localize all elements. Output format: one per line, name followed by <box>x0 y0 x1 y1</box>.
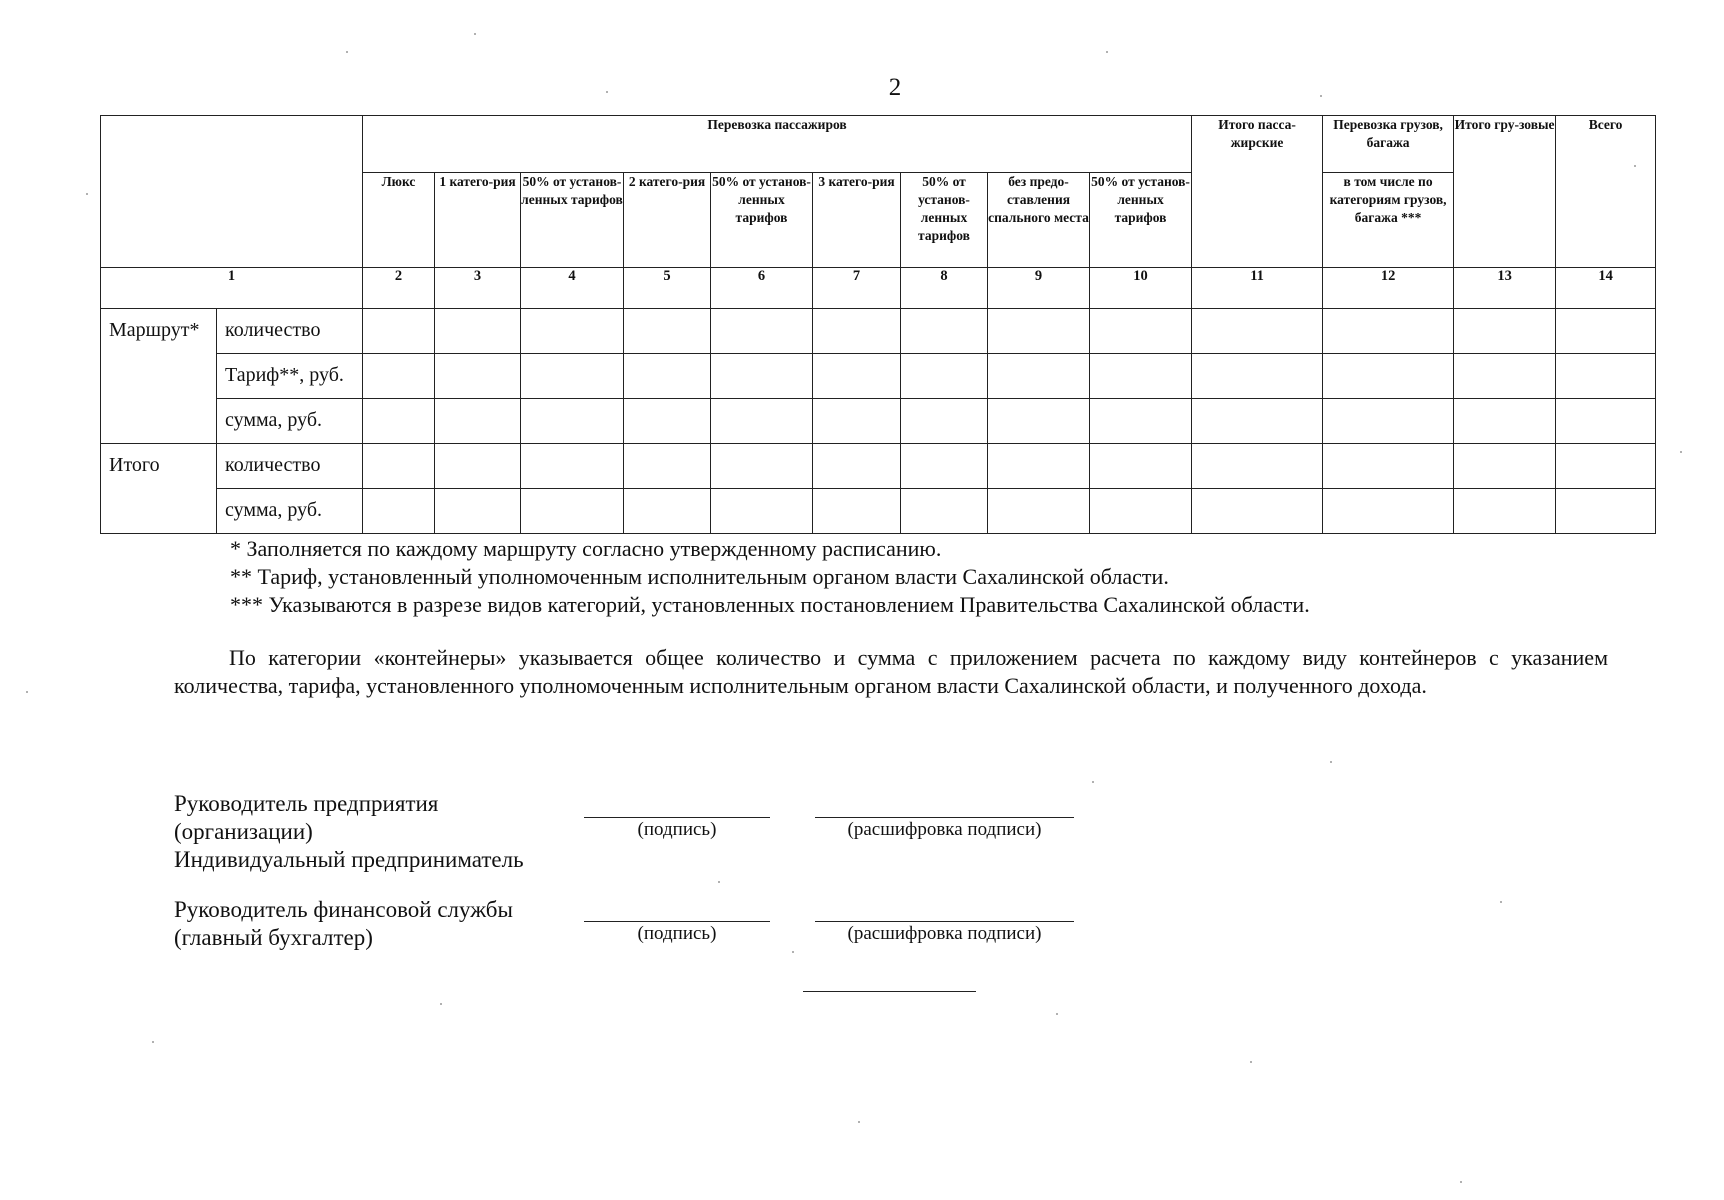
scan-speck <box>1250 1061 1252 1063</box>
table-cell[interactable] <box>988 444 1090 489</box>
column-number: 11 <box>1192 268 1323 309</box>
table-cell[interactable] <box>624 354 711 399</box>
row-label-cell <box>217 399 363 444</box>
head-label-line1: Руководитель предприятия <box>174 791 439 816</box>
table-cell[interactable] <box>1323 309 1454 354</box>
head-label-line2: (организации) <box>174 819 313 844</box>
sub-header-cat1-half: 50% от установ-ленных тарифов <box>521 173 624 268</box>
column-number: 9 <box>988 268 1090 309</box>
table-cell[interactable] <box>435 399 521 444</box>
report-table <box>100 115 1656 534</box>
grand-total-header: Всего <box>1556 116 1656 268</box>
scan-speck <box>86 193 88 195</box>
table-cell[interactable] <box>1192 354 1323 399</box>
column-number: 2 <box>363 268 435 309</box>
table-cell[interactable] <box>1090 399 1192 444</box>
scan-speck <box>440 1003 442 1005</box>
table-cell[interactable] <box>711 444 813 489</box>
table-cell[interactable] <box>901 444 988 489</box>
scan-speck <box>152 1041 154 1043</box>
table-cell[interactable] <box>1454 444 1556 489</box>
table-cell[interactable] <box>363 399 435 444</box>
table-cell[interactable] <box>1454 399 1556 444</box>
scan-speck <box>1056 1013 1058 1015</box>
table-cell[interactable] <box>813 309 901 354</box>
column-number: 6 <box>711 268 813 309</box>
table-cell[interactable] <box>711 309 813 354</box>
table-cell[interactable] <box>1323 354 1454 399</box>
row-label-cell <box>217 489 363 534</box>
scan-speck <box>606 91 608 93</box>
finance-label-line1: Руководитель финансовой службы <box>174 897 513 922</box>
column-number: 12 <box>1323 268 1454 309</box>
table-cell[interactable] <box>363 354 435 399</box>
table-cell[interactable] <box>988 309 1090 354</box>
table-cell[interactable] <box>624 309 711 354</box>
sub-header-cat2-half: 50% от установ-ленных тарифов <box>711 173 813 268</box>
finance-decoding-caption: (расшифровка подписи) <box>847 923 1042 944</box>
sub-header-no-berth-half: 50% от установ-ленных тарифов <box>1090 173 1192 268</box>
route-sum-label: сумма, руб. <box>225 409 323 431</box>
table-cell[interactable] <box>901 489 988 534</box>
total-qty-label: количество <box>225 454 321 476</box>
column-number: 7 <box>813 268 901 309</box>
blank-header-cell <box>101 116 363 268</box>
scan-speck <box>718 881 720 883</box>
footnote-1: * Заполняется по каждому маршруту согласно утвержденному расписанию. <box>230 536 942 561</box>
table-cell[interactable] <box>1090 489 1192 534</box>
total-cargo-header: Итого гру-зовые <box>1454 116 1556 268</box>
cargo-header: Перевозка грузов, багажа <box>1323 116 1454 173</box>
table-cell[interactable] <box>435 489 521 534</box>
table-cell[interactable] <box>901 354 988 399</box>
table-cell[interactable] <box>813 489 901 534</box>
total-sum-label: сумма, руб. <box>225 499 323 521</box>
scan-speck <box>1500 901 1502 903</box>
table-cell[interactable] <box>988 489 1090 534</box>
route-label: Маршрут* <box>109 319 200 341</box>
sub-header-lux: Люкс <box>363 173 435 268</box>
table-cell[interactable] <box>1192 399 1323 444</box>
table-cell[interactable] <box>711 489 813 534</box>
table-row <box>101 309 1656 354</box>
table-cell[interactable] <box>1192 489 1323 534</box>
finance-decoding-line[interactable] <box>815 921 1074 922</box>
scan-speck <box>858 1121 860 1123</box>
scan-speck <box>1106 51 1108 53</box>
table-cell[interactable] <box>435 309 521 354</box>
page-number: 2 <box>888 74 902 101</box>
table-cell[interactable] <box>435 444 521 489</box>
table-cell[interactable] <box>1192 309 1323 354</box>
total-passenger-header: Итого пасса-жирские <box>1192 116 1323 268</box>
head-label-line3: Индивидуальный предприниматель <box>174 847 524 872</box>
row-group-total <box>101 444 217 534</box>
column-number: 13 <box>1454 268 1556 309</box>
table-cell[interactable] <box>1090 354 1192 399</box>
table-row <box>101 354 1656 399</box>
table-cell[interactable] <box>521 489 624 534</box>
total-label: Итого <box>109 454 160 476</box>
column-number: 3 <box>435 268 521 309</box>
table-cell[interactable] <box>624 399 711 444</box>
table-cell[interactable] <box>1556 489 1656 534</box>
table-cell[interactable] <box>813 444 901 489</box>
footnote-2: ** Тариф, установленный уполномоченным исполнительным органом власти Сахалинской области. <box>230 564 1169 589</box>
column-number: 10 <box>1090 268 1192 309</box>
table-cell[interactable] <box>1556 399 1656 444</box>
sub-header-no-berth: без предо-ставления спального места <box>988 173 1090 268</box>
table-cell[interactable] <box>901 399 988 444</box>
table-cell[interactable] <box>1323 399 1454 444</box>
table-cell[interactable] <box>813 354 901 399</box>
table-row <box>101 444 1656 489</box>
table-cell[interactable] <box>711 399 813 444</box>
table-cell[interactable] <box>988 354 1090 399</box>
head-signature-caption: (подпись) <box>637 819 717 840</box>
scan-speck <box>792 951 794 953</box>
table-cell[interactable] <box>624 444 711 489</box>
table-cell[interactable] <box>1556 354 1656 399</box>
sub-header-cat3: 3 катего-рия <box>813 173 901 268</box>
row-group-route <box>101 309 217 444</box>
table-cell[interactable] <box>1323 489 1454 534</box>
table-row <box>101 399 1656 444</box>
finance-signature-caption: (подпись) <box>637 923 717 944</box>
scan-speck <box>1634 165 1636 167</box>
row-label-cell <box>217 444 363 489</box>
footnote-3: *** Указываются в разрезе видов категорий, установленных постановлением Правительства Сахалинской области. <box>230 592 1310 617</box>
scan-speck <box>1680 451 1682 453</box>
table-cell[interactable] <box>901 309 988 354</box>
table-cell[interactable] <box>1556 309 1656 354</box>
scan-speck <box>346 51 348 53</box>
table-row <box>101 489 1656 534</box>
table-cell[interactable] <box>1454 354 1556 399</box>
table-cell[interactable] <box>1192 444 1323 489</box>
table-cell[interactable] <box>711 354 813 399</box>
finance-label-line2: (главный бухгалтер) <box>174 925 373 950</box>
table-cell[interactable] <box>624 489 711 534</box>
sub-header-cat3-half: 50% от установ-ленных тарифов <box>901 173 988 268</box>
table-cell[interactable] <box>1323 444 1454 489</box>
containers-paragraph: По категории «контейнеры» указывается общее количество и сумма с приложением расчета по каждому виду контейнеров с указанием количества, тарифа, установленного уполномоченным исполнительным органом власти Сахалинской области, и полученного дохода. <box>174 645 1608 698</box>
table-cell[interactable] <box>521 354 624 399</box>
head-decoding-line[interactable] <box>815 817 1074 818</box>
scan-speck <box>1330 761 1332 763</box>
row-label-cell <box>217 309 363 354</box>
table-cell[interactable] <box>1454 309 1556 354</box>
table-cell[interactable] <box>363 444 435 489</box>
head-signature-line[interactable] <box>584 817 770 818</box>
table-cell[interactable] <box>363 309 435 354</box>
sub-header-cat1: 1 катего-рия <box>435 173 521 268</box>
finance-signature-line[interactable] <box>584 921 770 922</box>
bottom-divider-line <box>803 991 976 992</box>
scan-speck <box>1092 781 1094 783</box>
scan-speck <box>26 691 28 693</box>
table-cell[interactable] <box>813 399 901 444</box>
scan-speck <box>1320 95 1322 97</box>
column-number: 14 <box>1556 268 1656 309</box>
table-cell[interactable] <box>1454 489 1556 534</box>
cargo-subheader: в том числе по категориям грузов, багажа *** <box>1323 173 1454 268</box>
table-cell[interactable] <box>988 399 1090 444</box>
row-label-cell <box>217 354 363 399</box>
column-number: 1 <box>101 268 363 309</box>
route-qty-label: количество <box>225 319 321 341</box>
scan-speck <box>474 33 476 35</box>
table-cell[interactable] <box>363 489 435 534</box>
column-number: 8 <box>901 268 988 309</box>
table-cell[interactable] <box>521 309 624 354</box>
table-cell[interactable] <box>521 444 624 489</box>
head-decoding-caption: (расшифровка подписи) <box>847 819 1042 840</box>
table-cell[interactable] <box>1090 309 1192 354</box>
table-cell[interactable] <box>1556 444 1656 489</box>
scan-speck <box>1460 1181 1462 1183</box>
table-cell[interactable] <box>521 399 624 444</box>
column-number: 4 <box>521 268 624 309</box>
column-number: 5 <box>624 268 711 309</box>
table-cell[interactable] <box>1090 444 1192 489</box>
sub-header-cat2: 2 катего-рия <box>624 173 711 268</box>
passengers-group-header: Перевозка пассажиров <box>363 116 1192 173</box>
route-tariff-label: Тариф**, руб. <box>225 364 344 386</box>
table-cell[interactable] <box>435 354 521 399</box>
